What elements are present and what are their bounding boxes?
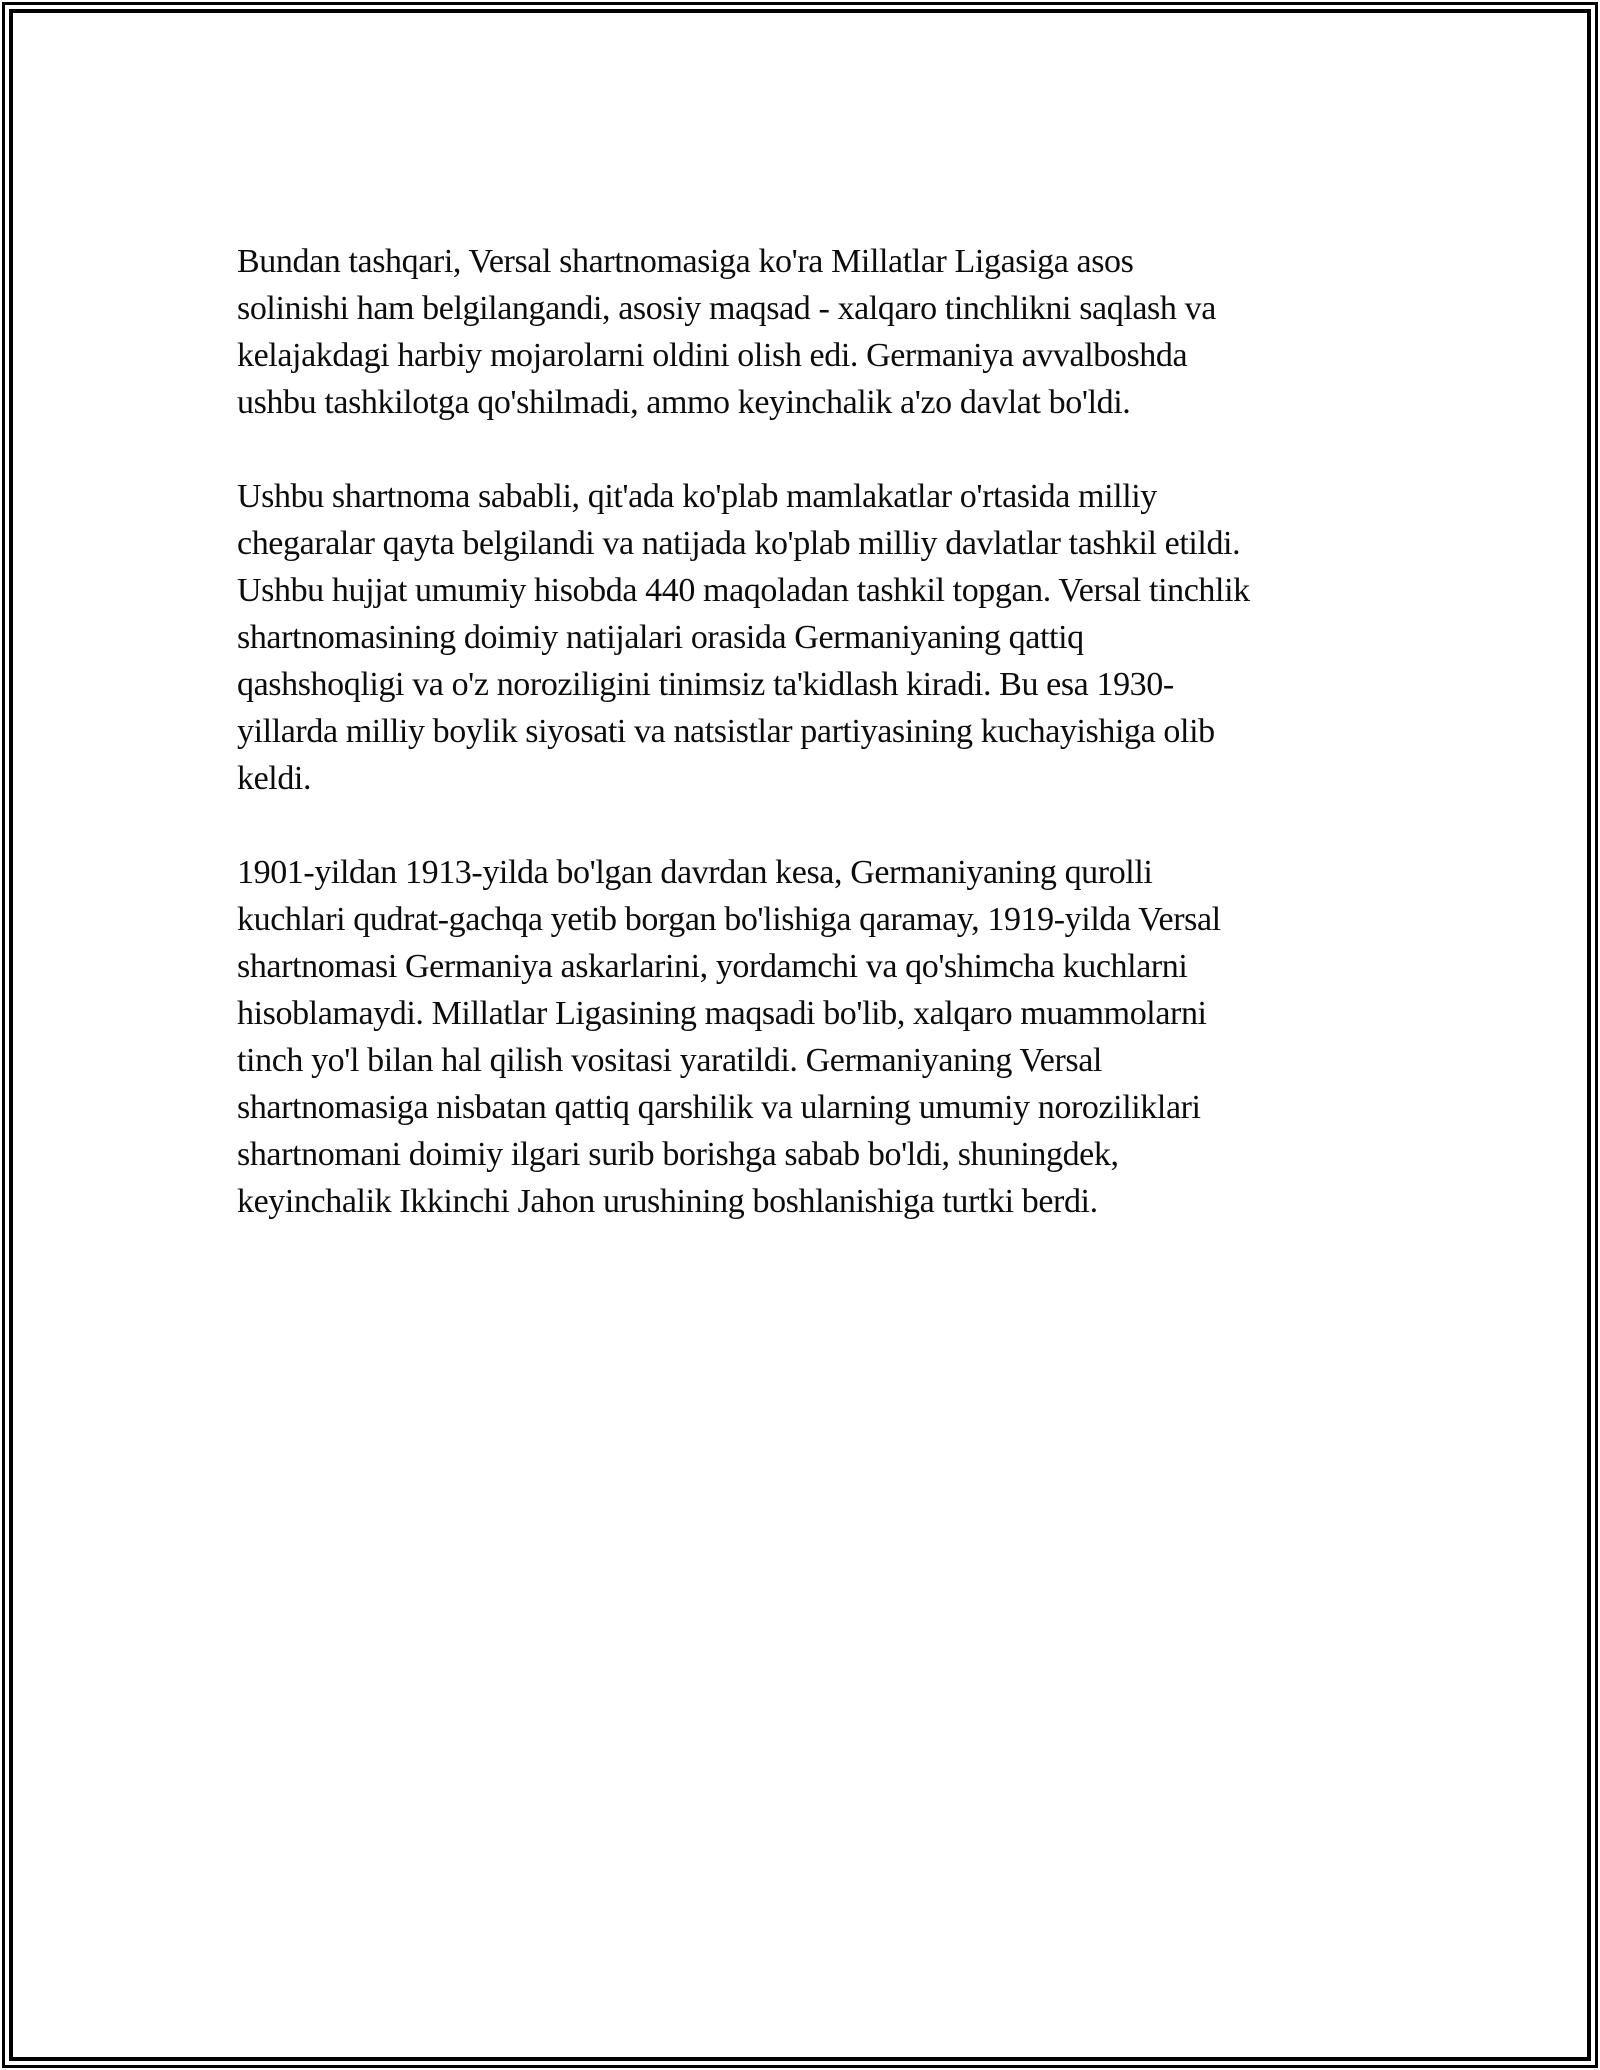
paragraph-3 (237, 849, 1367, 1225)
paragraph-1 (237, 238, 1367, 426)
text-line: Bundan tashqari, Versal shartnomasiga ko'ra Millatlar Ligasiga asos (237, 243, 1134, 280)
text-line: 1901-yildan 1913-yilda bo'lgan davrdan kesa, Germaniyaning qurolli (237, 854, 1153, 891)
text-line: keyinchalik Ikkinchi Jahon urushining boshlanishiga turtki berdi. (237, 1183, 1098, 1220)
text-line: shartnomasiga nisbatan qattiq qarshilik va ularning umumiy noroziliklari (237, 1089, 1201, 1126)
text-line: tinch yo'l bilan hal qilish vositasi yaratildi. Germaniyaning Versal (237, 1042, 1102, 1079)
text-line: ushbu tashkilotga qo'shilmadi, ammo keyinchalik a'zo davlat bo'ldi. (237, 384, 1131, 421)
text-line: qashshoqligi va o'z noroziligini tinimsiz ta'kidlash kiradi. Bu esa 1930- (237, 666, 1174, 703)
text-line: shartnomasining doimiy natijalari orasida Germaniyaning qattiq (237, 619, 1084, 656)
text-line: kelajakdagi harbiy mojarolarni oldini olish edi. Germaniya avvalboshda (237, 337, 1188, 374)
document-body (237, 238, 1367, 1272)
text-line: keldi. (237, 760, 312, 797)
text-line: shartnomasi Germaniya askarlarini, yordamchi va qo'shimcha kuchlarni (237, 948, 1188, 985)
text-line: hisoblamaydi. Millatlar Ligasining maqsadi bo'lib, xalqaro muammolarni (237, 995, 1207, 1032)
text-line: solinishi ham belgilangandi, asosiy maqsad - xalqaro tinchlikni saqlash va (237, 290, 1216, 327)
paragraph-2 (237, 473, 1367, 802)
text-line: shartnomani doimiy ilgari surib borishga sabab bo'ldi, shuningdek, (237, 1136, 1119, 1173)
text-line: Ushbu hujjat umumiy hisobda 440 maqoladan tashkil topgan. Versal tinchlik (237, 572, 1250, 609)
text-line: Ushbu shartnoma sababli, qit'ada ko'plab mamlakatlar o'rtasida milliy (237, 478, 1157, 515)
text-line: chegaralar qayta belgilandi va natijada ko'plab milliy davlatlar tashkil etildi. (237, 525, 1241, 562)
text-line: kuchlari qudrat-gachqa yetib borgan bo'lishiga qaramay, 1919-yilda Versal (237, 901, 1221, 938)
text-line: yillarda milliy boylik siyosati va natsistlar partiyasining kuchayishiga olib (237, 713, 1215, 750)
